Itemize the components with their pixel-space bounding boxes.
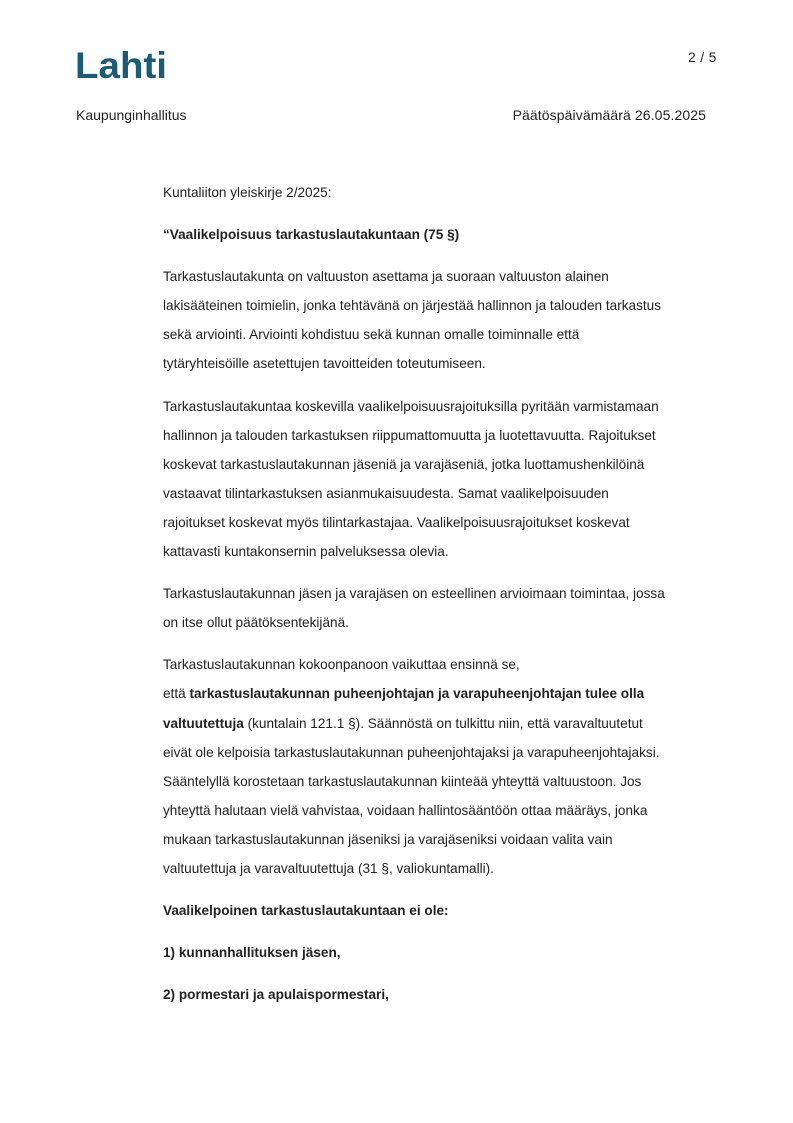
paragraph-line: on itse ollut päätöksentekijänä. xyxy=(163,615,349,631)
paragraph-line: lakisääteinen toimielin, jonka tehtävänä on järjestää hallinnon ja talouden tarkastus xyxy=(163,298,662,314)
decision-date: Päätöspäivämäärä 26.05.2025 xyxy=(512,107,706,123)
paragraph-1 xyxy=(163,262,723,378)
list-item: 1) kunnanhallituksen jäsen, xyxy=(163,945,341,961)
paragraph-line: kattavasti kuntakonsernin palveluksessa olevia. xyxy=(163,544,449,560)
paragraph-line: valtuutettuja ja varavaltuutettuja (31 §, valiokuntamalli). xyxy=(163,860,494,876)
paragraph-line: rajoitukset koskevat myös tilintarkastajaa. Vaalikelpoisuusrajoitukset koskevat xyxy=(163,514,630,530)
paragraph-2 xyxy=(163,392,723,567)
paragraph-line: Tarkastuslautakunta on valtuuston asettama ja suoraan valtuuston alainen xyxy=(163,269,609,285)
paragraph-line: Tarkastuslautakunnan jäsen ja varajäsen on esteellinen arvioimaan toimintaa, jossa xyxy=(163,586,665,602)
paragraph-line: koskevat tarkastuslautakunnan jäseniä ja varajäseniä, jotka luottamushenkilöinä xyxy=(163,456,645,472)
paragraph-line: eivät ole kelpoisia tarkastuslautakunnan puheenjohtajaksi ja varapuheenjohtajaksi. xyxy=(163,744,660,760)
page-number: 2 / 5 xyxy=(688,49,717,65)
bold-text: valtuutettuja xyxy=(163,715,244,731)
paragraph-line: yhteyttä halutaan vielä vahvistaa, voidaan hallintosääntöön ottaa määräys, jonka xyxy=(163,802,648,818)
bold-text: tarkastuslautakunnan puheenjohtajan ja varapuheenjohtajan tulee olla xyxy=(189,686,645,702)
paragraph-line: Tarkastuslautakunnan kokoonpanoon vaikuttaa ensinnä se, xyxy=(163,657,520,673)
list-item: 2) pormestari ja apulaispormestari, xyxy=(163,987,389,1003)
organization-name: Kaupunginhallitus xyxy=(76,107,187,123)
intro-line: Kuntaliiton yleiskirje 2/2025: xyxy=(163,185,332,200)
paragraph-line xyxy=(163,709,723,738)
lahti-logo xyxy=(75,44,170,84)
paragraph-line: Tarkastuslautakuntaa koskevilla vaalikelpoisuusrajoituksilla pyritään varmistamaan xyxy=(163,398,659,414)
document-body xyxy=(163,178,723,1009)
paragraph-line xyxy=(163,679,723,708)
paragraph-line: Sääntelyllä korostetaan tarkastuslautakunnan kiinteää yhteyttä valtuustoon. Jos xyxy=(163,773,642,789)
list-heading: Vaalikelpoinen tarkastuslautakuntaan ei ole: xyxy=(163,903,449,919)
paragraph-4 xyxy=(163,650,723,883)
paragraph-line: tytäryhteisöille asetettujen tavoitteiden toteutumiseen. xyxy=(163,356,486,372)
paragraph-line: mukaan tarkastuslautakunnan jäseniksi ja varajäseniksi voidaan valita vain xyxy=(163,831,613,847)
section-heading: “Vaalikelpoisuus tarkastuslautakuntaan (75 §) xyxy=(163,227,460,243)
paragraph-line: hallinnon ja talouden tarkastuksen riippumattomuutta ja luotettavuutta. Rajoitukset xyxy=(163,427,656,443)
paragraph-line: vastaavat tilintarkastuksen asianmukaisuudesta. Samat vaalikelpoisuuden xyxy=(163,485,609,501)
logo-wordmark: Lahti xyxy=(75,45,167,84)
plain-text: että xyxy=(163,686,190,702)
paragraph-line: sekä arviointi. Arviointi kohdistuu sekä kunnan omalle toiminnalle että xyxy=(163,327,580,343)
paragraph-3 xyxy=(163,579,723,637)
plain-text: (kuntalain 121.1 §). Säännöstä on tulkittu niin, että varavaltuutetut xyxy=(243,715,643,731)
